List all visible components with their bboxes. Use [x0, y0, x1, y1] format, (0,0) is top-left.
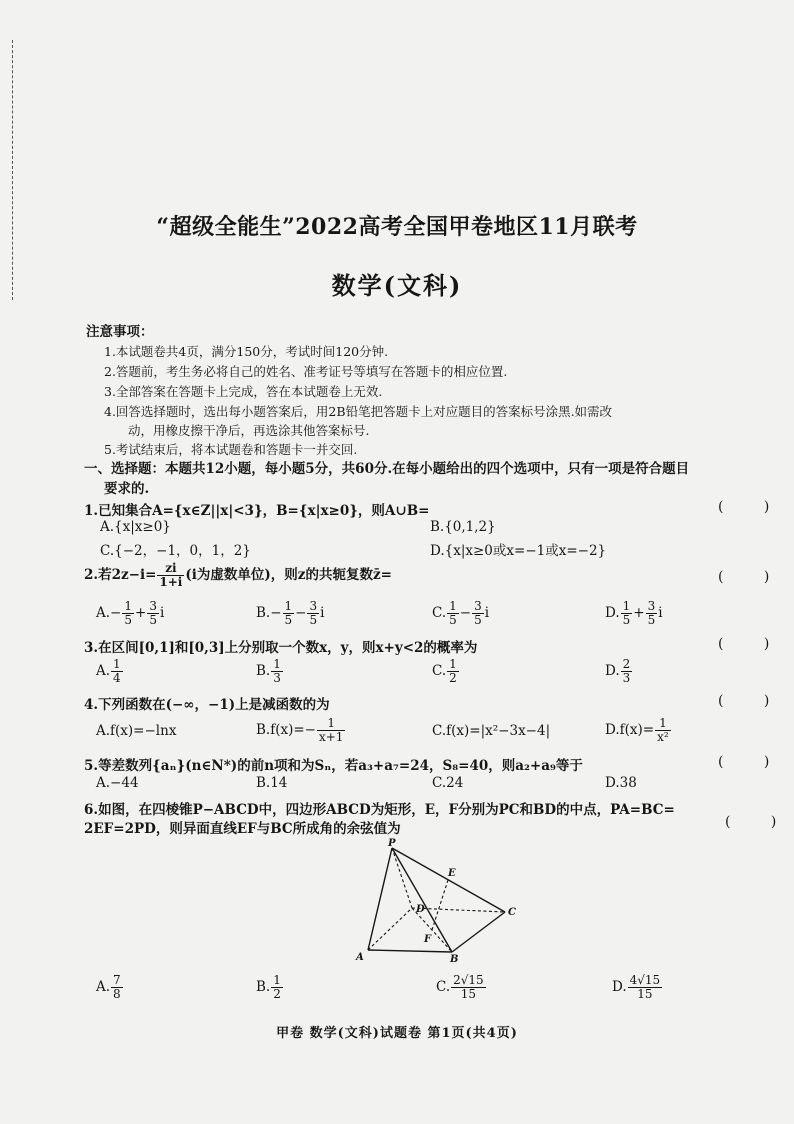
q2-stem-post: (i为虚数单位)，则z的共轭复数z̄=	[185, 567, 392, 583]
page-footer: 甲卷 数学(文科)试题卷 第1页(共4页)	[276, 1026, 518, 1041]
label-d: D	[416, 904, 425, 915]
label-f: F	[424, 934, 432, 945]
binding-margin	[2, 40, 13, 300]
q6-option-d[interactable]: D. $\frac{4√15}{15}$	[612, 973, 661, 1001]
q2-option-a[interactable]: A.− $\frac{1}{5}$ + $\frac{3}{5}$ i	[96, 599, 165, 627]
section-heading-line1: 一、选择题：本题共12小题，每小题5分，共60分.在每小题给出的四个选项中，只有一项是符合题目	[84, 461, 690, 477]
q6-option-b[interactable]: B. $\frac{1}{2}$	[256, 973, 281, 1001]
pyramid-figure	[350, 838, 530, 968]
notes-heading: 注意事项：	[86, 324, 154, 340]
q5-option-a[interactable]: A.−44	[96, 775, 139, 791]
question-4-stem: 4.下列函数在(−∞，−1)上是减函数的为	[84, 697, 330, 713]
q5-option-c[interactable]: C.24	[432, 775, 464, 791]
edge-pb	[392, 848, 452, 952]
answer-bracket-1[interactable]: ( )	[718, 499, 788, 515]
question-6-stem-line1: 6.如图，在四棱锥P−ABCD中，四边形ABCD为矩形，E，F分别为PC和BD的中点，PA=BC=	[84, 802, 675, 818]
note-item: 2.答题前，考生务必将自己的姓名、准考证号等填写在答题卡的相应位置.	[104, 364, 508, 379]
q3-option-b[interactable]: B. $\frac{1}{3}$	[256, 657, 281, 685]
q1-option-a[interactable]: A.{x|x≥0}	[100, 519, 171, 535]
exam-subtitle: 数学(文科)	[331, 271, 463, 300]
section-heading	[84, 459, 689, 499]
exam-title: “超级全能生”2022高考全国甲卷地区11月联考	[156, 214, 638, 240]
q3-option-a[interactable]: A. $\frac{1}{4}$	[96, 657, 121, 685]
question-3-stem: 3.在区间[0,1]和[0,3]上分别取一个数x，y，则x+y<2的概率为	[84, 640, 478, 656]
segment-ef	[432, 880, 448, 930]
q2-stem-pre: 2.若2z−i=	[84, 567, 157, 583]
edge-bc	[452, 912, 505, 952]
note-item: 1.本试题卷共4页，满分150分，考试时间120分钟.	[104, 344, 389, 359]
answer-bracket-3[interactable]: ( )	[718, 636, 788, 652]
label-b: B	[450, 954, 459, 965]
label-a: A	[356, 952, 364, 963]
question-5-stem: 5.等差数列{aₙ}(n∈N*)的前n项和为Sₙ，若a₃+a₇=24，S₈=40，则a₂+a₉等于	[84, 758, 583, 774]
q5-option-b[interactable]: B.14	[256, 775, 288, 791]
q6-option-c[interactable]: C. $\frac{2√15}{15}$	[436, 973, 484, 1001]
q1-option-b[interactable]: B.{0,1,2}	[430, 519, 496, 535]
q6-option-a[interactable]: A. $\frac{7}{8}$	[96, 973, 121, 1001]
note-item: 5.考试结束后，将本试题卷和答题卡一并交回.	[104, 442, 358, 457]
answer-bracket-2[interactable]: ( )	[718, 569, 788, 585]
edge-dc	[412, 908, 505, 912]
q4-option-b[interactable]: B.f(x)=− $\frac{1}{x+1}$	[256, 716, 344, 744]
q5-option-d[interactable]: D.38	[605, 775, 637, 791]
q4-option-a[interactable]: A.f(x)=−lnx	[96, 723, 177, 739]
answer-bracket-4[interactable]: ( )	[718, 693, 788, 709]
q2-stem-fraction	[157, 562, 184, 589]
question-2-stem	[84, 562, 392, 589]
q2-option-d[interactable]: D. $\frac{1}{5}$ + $\frac{3}{5}$ i	[605, 599, 663, 627]
q2-option-b[interactable]: B.− $\frac{1}{5}$ − $\frac{3}{5}$ i	[256, 599, 325, 627]
q1-option-d[interactable]: D.{x|x≥0或x=−1或x=−2}	[430, 543, 607, 559]
edge-ad	[368, 908, 412, 950]
edge-pa	[368, 848, 392, 950]
question-1-stem: 1.已知集合A={x∈Z||x|<3}，B={x|x≥0}，则A∪B=	[84, 503, 430, 519]
label-p: P	[388, 838, 396, 849]
label-e: E	[448, 868, 456, 879]
q2-option-c[interactable]: C. $\frac{1}{5}$ − $\frac{3}{5}$ i	[432, 599, 490, 627]
label-c: C	[508, 907, 516, 918]
edge-ab	[368, 950, 452, 952]
q4-option-c[interactable]: C.f(x)=|x²−3x−4|	[432, 723, 551, 739]
q4-option-d[interactable]: D.f(x)= $\frac{1}{\text{x²}}$	[605, 716, 669, 744]
edge-pc	[392, 848, 505, 912]
note-item: 动，用橡皮擦干净后，再选涂其他答案标号.	[128, 423, 370, 438]
q2-stem-num: zi	[157, 562, 184, 576]
q3-option-c[interactable]: C. $\frac{1}{2}$	[432, 657, 457, 685]
q3-option-d[interactable]: D. $\frac{2}{3}$	[605, 657, 631, 685]
note-item: 4.回答选择题时，选出每小题答案后，用2B铅笔把答题卡上对应题目的答案标号涂黑.如需改	[104, 404, 613, 419]
note-item: 3.全部答案在答题卡上完成，答在本试题卷上无效.	[104, 384, 383, 399]
answer-bracket-5[interactable]: ( )	[718, 754, 788, 770]
q1-option-c[interactable]: C.{−2，−1，0，1，2}	[100, 543, 251, 559]
answer-bracket-6[interactable]: ( )	[725, 814, 794, 830]
q2-stem-den: 1+i	[159, 575, 183, 589]
section-heading-line2: 要求的.	[104, 481, 150, 497]
question-6-stem-line2: 2EF=2PD，则异面直线EF与BC所成角的余弦值为	[84, 821, 401, 837]
